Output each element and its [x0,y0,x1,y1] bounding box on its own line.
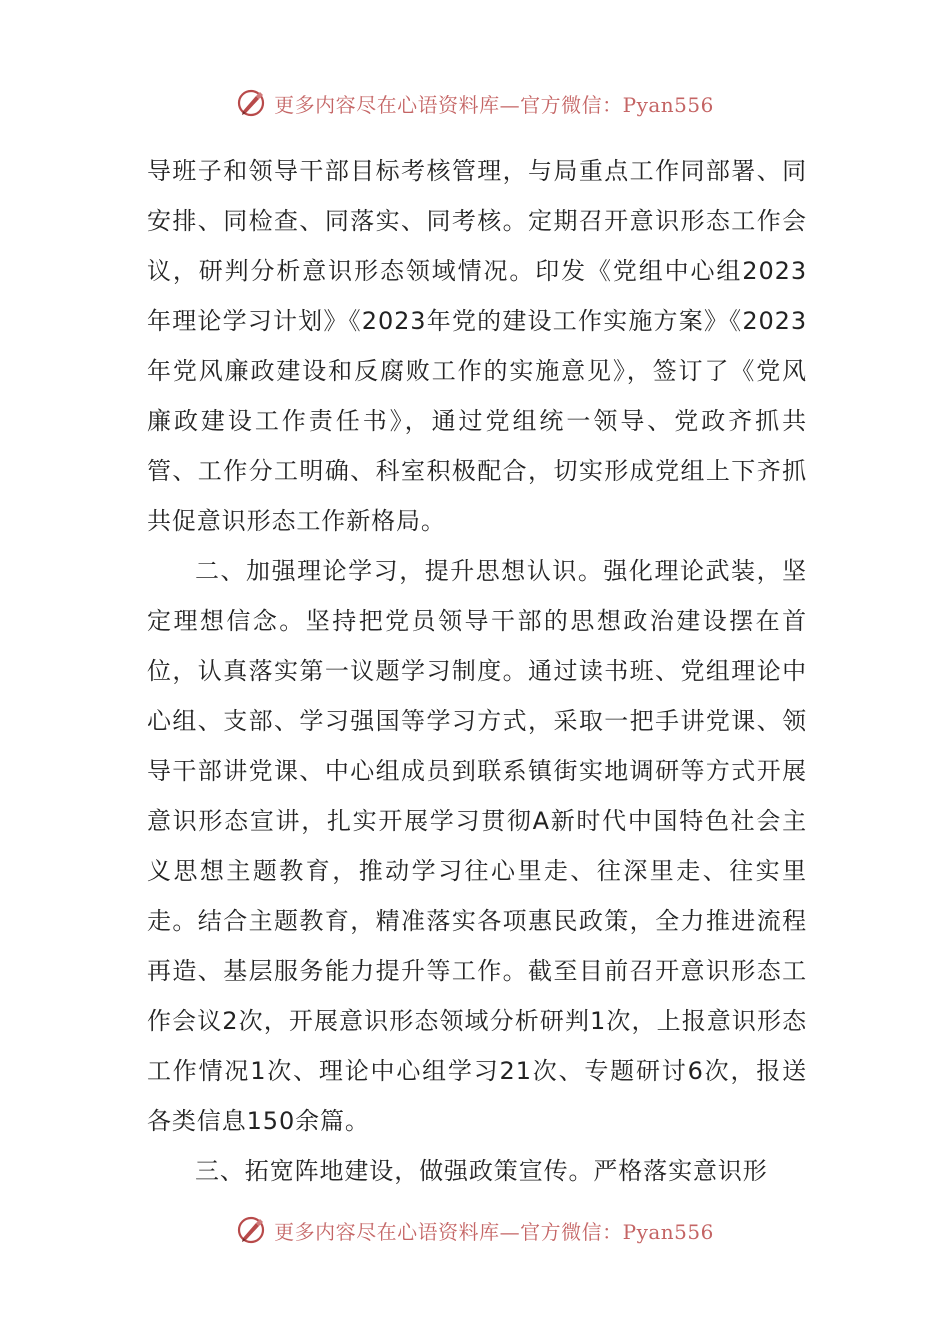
watermark-text-top: 更多内容尽在心语资料库—官方微信：Pyan556 [274,92,714,117]
watermark-banner-top [0,83,950,123]
watermark-text-bottom: 更多内容尽在心语资料库—官方微信：Pyan556 [274,1219,714,1244]
pen-logo-icon [236,1215,266,1245]
paragraph-2: 二、加强理论学习，提升思想认识。强化理论武装，坚定理想信念。坚持把党员领导干部的思想政治建设摆在首位，认真落实第一议题学习制度。通过读书班、党组理论中心组、支部、学习强国等学习方式，采取一把手讲党课、领导干部讲党课、中心组成员到联系镇街实地调研等方式开展意识形态宣讲，扎实开展学习贯彻A新时代中国特色社会主义思想主题教育，推动学习往心里走、往深里走、往实里走。结合主题教育，精准落实各项惠民政策，全力推进流程再造、基层服务能力提升等工作。截至目前召开意识形态工作会议2次，开展意识形态领域分析研判1次，上报意识形态工作情况1次、理论中心组学习21次、专题研讨6次，报送各类信息150余篇。 [147,557,807,1135]
paragraph-1: 导班子和领导干部目标考核管理，与局重点工作同部署、同安排、同检查、同落实、同考核。定期召开意识形态工作会议，研判分析意识形态领域情况。印发《党组中心组2023年理论学习计划》《2023年党的建设工作实施方案》《2023年党风廉政建设和反腐败工作的实施意见》，签订了《党风廉政建设工作责任书》，通过党组统一领导、党政齐抓共管、工作分工明确、科室积极配合，切实形成党组上下齐抓共促意识形态工作新格局。 [147,157,807,535]
watermark-banner-bottom [0,1210,950,1250]
pen-logo-icon [236,88,266,118]
paragraph-3: 三、拓宽阵地建设，做强政策宣传。严格落实意识形 [195,1157,768,1185]
document-body [147,146,807,1196]
